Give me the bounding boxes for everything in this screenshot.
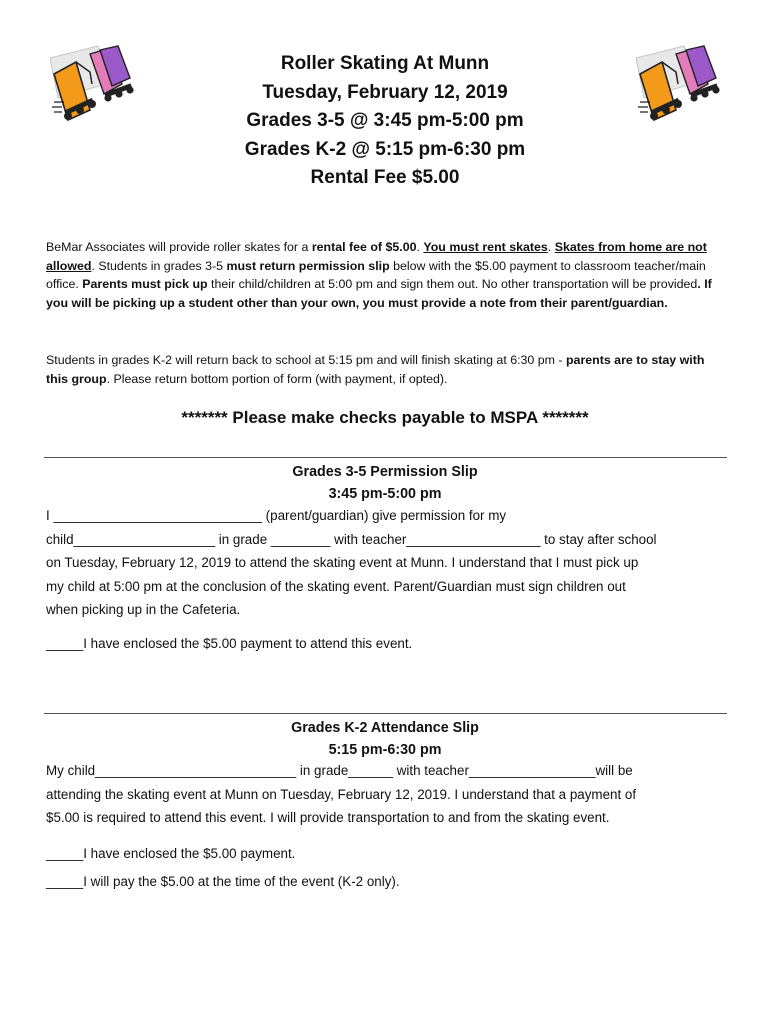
child-info-line: child___________________ in grade ________ with teacher__________________ to stay after school — [46, 531, 657, 547]
k2-text: Students in grades K-2 will return back to school at 5:15 pm and will finish skating at 6:30 pm - — [46, 353, 566, 367]
permission-slip-heading — [0, 461, 770, 505]
permission-slip-time: 3:45 pm-5:00 pm — [328, 486, 442, 502]
grades-3-5-time: Grades 3-5 @ 3:45 pm-5:00 pm — [246, 110, 524, 131]
child-info-line: My child___________________________ in grade______ with teacher_________________will be — [46, 763, 633, 778]
permission-slip-notice: must return permission slip — [226, 258, 390, 273]
intro-text: . Students in grades 3-5 — [91, 258, 227, 273]
divider — [44, 713, 727, 714]
intro-text: . — [416, 240, 424, 254]
permission-text: on Tuesday, February 12, 2019 to attend the skating event at Munn. I understand that I must pick up — [46, 555, 639, 570]
permission-text: when picking up in the Cafeteria. — [46, 602, 241, 617]
intro-fee: rental fee of $5.00 — [311, 240, 417, 254]
intro-paragraph — [46, 238, 726, 312]
pickup-note-notice: . If you will be picking up a student other than your own, you must provide a note from their parent/guardian. — [46, 277, 712, 310]
grades-k-2-time: Grades K-2 @ 5:15 pm-6:30 pm — [244, 138, 526, 160]
skates-from-home-notice: Skates from home are not allowed — [46, 240, 707, 273]
pay-at-event-checkbox-line: _____I will pay the $5.00 at the time of the event (K-2 only). — [46, 874, 400, 889]
payment-enclosed-checkbox-line: _____I have enclosed the $5.00 payment to attend this event. — [46, 636, 413, 651]
event-date: Tuesday, February 12, 2019 — [262, 81, 508, 103]
rent-skates-notice: You must rent skates — [423, 240, 548, 254]
event-title: Roller Skating At Munn — [280, 53, 490, 74]
parents-stay-notice: parents are to stay with this group — [46, 353, 705, 386]
k2-paragraph — [46, 351, 726, 388]
attendance-slip-body — [46, 759, 726, 830]
checks-payable-notice: ******* Please make checks payable to MSPA ******* — [181, 408, 589, 427]
divider — [44, 457, 727, 458]
payment-enclosed-checkbox-line: _____I have enclosed the $5.00 payment. — [46, 846, 296, 861]
intro-text: below with the $5.00 payment to classroom teacher/main office. — [46, 258, 706, 292]
permission-text: my child at 5:00 pm at the conclusion of the skating event. Parent/Guardian must sign children out — [46, 578, 626, 594]
roller-skates-icon — [632, 44, 724, 124]
attendance-text: attending the skating event at Munn on Tuesday, February 12, 2019. I understand that a payment of — [46, 786, 637, 802]
attendance-slip-time: 5:15 pm-6:30 pm — [328, 742, 442, 758]
intro-text: BeMar Associates will provide roller skates for a — [46, 240, 312, 254]
intro-text: . — [547, 240, 555, 254]
attendance-slip-title: Grades K-2 Attendance Slip — [291, 720, 479, 736]
permission-slip-title: Grades 3-5 Permission Slip — [292, 464, 478, 480]
roller-skates-icon — [46, 44, 138, 124]
attendance-text: $5.00 is required to attend this event. I will provide transportation to and from the skating event. — [46, 810, 610, 825]
rental-fee: Rental Fee $5.00 — [310, 167, 460, 188]
parents-pickup-notice: Parents must pick up — [82, 277, 208, 292]
attendance-slip-heading — [0, 717, 770, 761]
event-header — [150, 50, 620, 193]
k2-text: . Please return bottom portion of form (with payment, if opted). — [106, 371, 448, 386]
permission-slip-body — [46, 504, 726, 622]
parent-name-line: I ____________________________ (parent/guardian) give permission for my — [46, 508, 507, 523]
intro-text: their child/children at 5:00 pm and sign them out. No other transportation will be provided — [207, 277, 698, 292]
